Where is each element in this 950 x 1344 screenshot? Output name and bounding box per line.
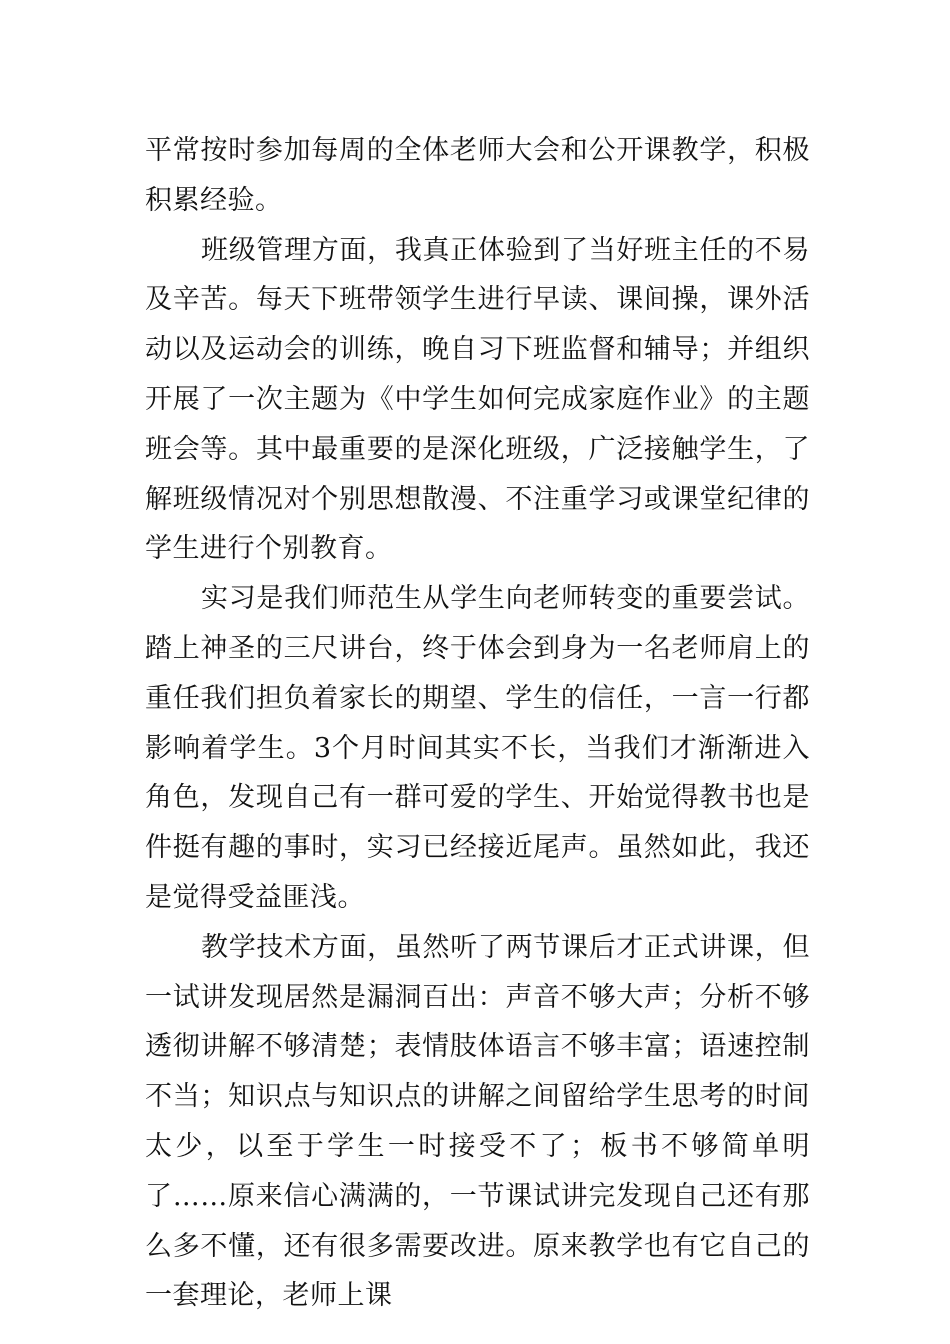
paragraph-3: 实习是我们师范生从学生向老师转变的重要尝试。踏上神圣的三尺讲台，终于体会到身为一名老师肩上的重任我们担负着家长的期望、学生的信任，一言一行都影响着学生。3个月时间其实不长，当我们才渐渐进入角色，发现自己有一群可爱的学生、开始觉得教书也是件挺有趣的事时，实习已经接近尾声。虽然如此，我还是觉得受益匪浅。 [145, 583, 810, 913]
paragraph-4: 教学技术方面，虽然听了两节课后才正式讲课，但一试讲发现居然是漏洞百出：声音不够大声；分析不够透彻讲解不够清楚；表情肢体语言不够丰富；语速控制不当；知识点与知识点的讲解之间留给学生思考的时间太少，以至于学生一时接受不了；板书不够简单明了……原来信心满满的，一节课试讲完发现自己还有那么多不懂，还有很多需要改进。原来教学也有它自己的一套理论，老师上课 [145, 931, 810, 1312]
paragraph-2: 班级管理方面，我真正体验到了当好班主任的不易及辛苦。每天下班带领学生进行早读、课间操，课外活动以及运动会的训练，晚自习下班监督和辅导；并组织开展了一次主题为《中学生如何完成家庭作业》的主题班会等。其中最重要的是深化班级，广泛接触学生，了解班级情况对个别思想散漫、不注重学习或课堂纪律的学生进行个别教育。 [145, 234, 810, 565]
document-body [145, 126, 810, 1321]
paragraph-1: 平常按时参加每周的全体老师大会和公开课教学，积极积累经验。 [145, 135, 810, 216]
